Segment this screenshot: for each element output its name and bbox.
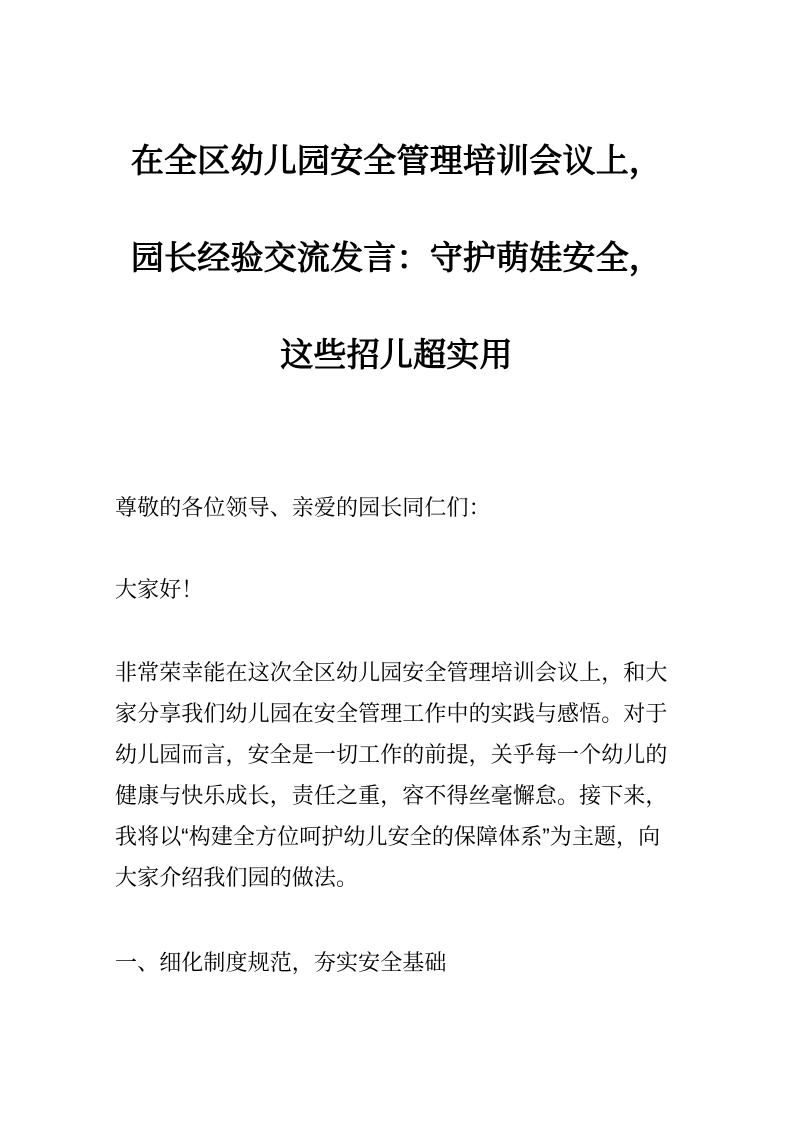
greeting-paragraph: 大家好！ xyxy=(115,577,204,602)
document-title: 在全区幼儿园安全管理培训会议上，园长经验交流发言：守护萌娃安全，这些招儿超实用 xyxy=(130,142,663,373)
salutation-paragraph: 尊敬的各位领导、亲爱的园长同仁们： xyxy=(115,495,491,520)
section-heading-1: 一、细化制度规范，夯实安全基础 xyxy=(115,950,447,975)
document-body xyxy=(115,487,678,983)
document-content xyxy=(115,0,678,983)
intro-paragraph: 非常荣幸能在这次全区幼儿园安全管理培训会议上，和大家分享我们幼儿园在安全管理工作中的实践与感悟。对于幼儿园而言，安全是一切工作的前提，关乎每一个幼儿的健康与快乐成长，责任之重，容不得丝毫懈怠。接下来，我将以“构建全方位呵护幼儿安全的保障体系”为主题，向大家介绍我们园的做法。 xyxy=(115,660,668,890)
